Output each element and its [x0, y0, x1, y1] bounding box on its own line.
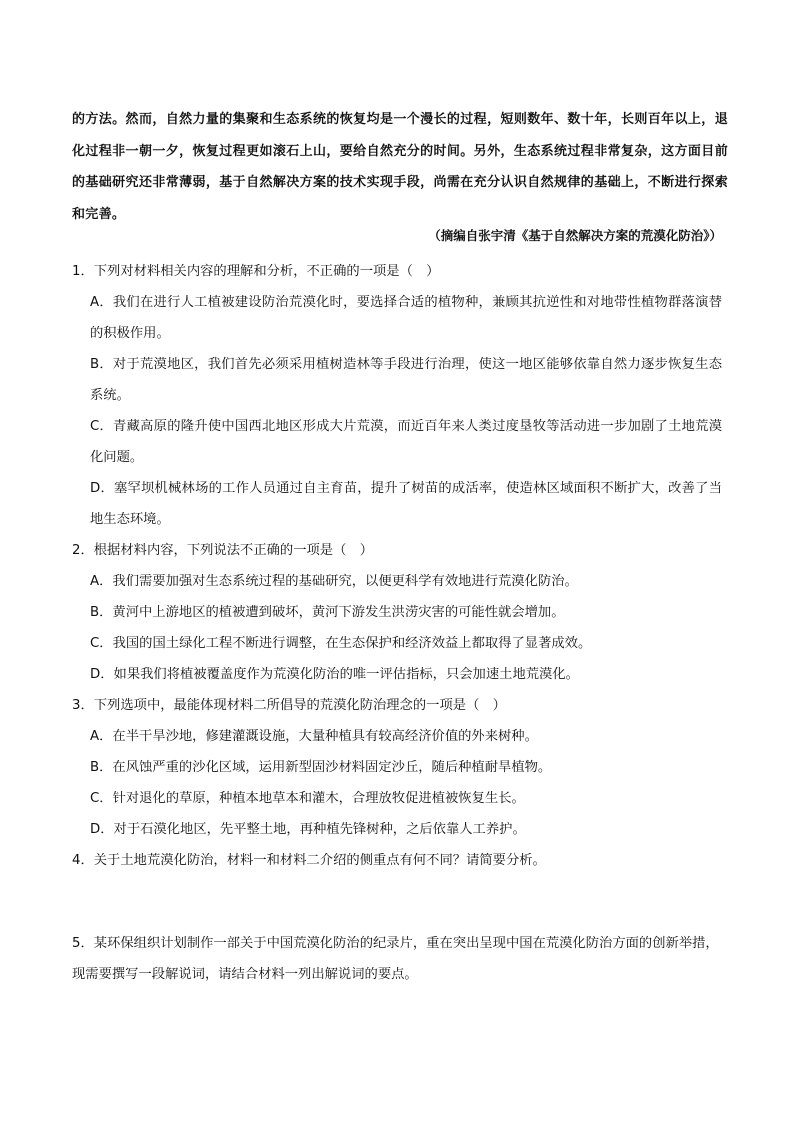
question-stem: 4．关于土地荒漠化防治，材料一和材料二介绍的侧重点有何不同？请简要分析。 — [72, 853, 546, 868]
question-1 — [72, 256, 722, 535]
option-b: B．黄河中上游地区的植被遭到破坏，黄河下游发生洪涝灾害的可能性就会增加。 — [90, 605, 565, 620]
option-d: D．塞罕坝机械林场的工作人员通过自主育苗，提升了树苗的成活率，使造林区域面积不断扩大，改善了当地生态环境。 — [90, 481, 722, 527]
question-2 — [72, 535, 722, 690]
question-stem: 1．下列对材料相关内容的理解和分析，不正确的一项是（ ） — [72, 264, 440, 279]
option-b: B．对于荒漠地区，我们首先必须采用植树造林等手段进行治理，使这一地区能够依靠自然力逐步恢复生态系统。 — [90, 357, 722, 403]
option-a: A．在半干旱沙地，修建灌溉设施，大量种植具有较高经济价值的外来树种。 — [90, 729, 538, 744]
question-list — [72, 256, 722, 990]
answer-space — [72, 876, 722, 928]
option-c: C．针对退化的草原，种植本地草本和灌木，合理放牧促进植被恢复生长。 — [90, 791, 525, 806]
option-c: C．青藏高原的隆升使中国西北地区形成大片荒漠，而近百年来人类过度垦牧等活动进一步加剧了土地荒漠化问题。 — [90, 419, 722, 465]
question-4 — [72, 845, 722, 876]
option-a: A．我们需要加强对生态系统过程的基础研究，以便更科学有效地进行荒漠化防治。 — [90, 574, 578, 589]
question-5 — [72, 928, 722, 990]
question-stem: 5．某环保组织计划制作一部关于中国荒漠化防治的纪录片，重在突出呈现中国在荒漠化防治方面的创新举措，现需要撰写一段解说词，请结合材料一列出解说词的要点。 — [72, 936, 719, 982]
option-c: C．我国的国土绿化工程不断进行调整，在生态保护和经济效益上都取得了显著成效。 — [90, 636, 592, 651]
passage-source-citation: （摘编自张宇清《基于自然解决方案的荒漠化防治》） — [428, 228, 722, 243]
question-stem: 3．下列选项中，最能体现材料二所倡导的荒漠化防治理念的一项是（ ） — [72, 698, 506, 713]
passage-paragraph: 的方法。然而，自然力量的集聚和生态系统的恢复均是一个漫长的过程，短则数年、数十年，长则百年以上，退化过程非一朝一夕，恢复过程更如滚石上山，要给自然充分的时间。另外，生态系统过程非常复杂，这方面目前的基础研究还非常薄弱，基于自然解决方案的技术实现手段，尚需在充分认识自然规律的基础上，不断进行探索和完善。 — [72, 112, 728, 222]
question-3 — [72, 690, 722, 845]
option-d: D．对于石漠化地区，先平整土地，再种植先锋树种，之后依靠人工养护。 — [90, 822, 526, 837]
option-a: A．我们在进行人工植被建设防治荒漠化时，要选择合适的植物种，兼顾其抗逆性和对地带性植物群落演替的积极作用。 — [90, 295, 722, 341]
question-stem: 2．根据材料内容，下列说法不正确的一项是（ ） — [72, 543, 373, 558]
option-b: B．在风蚀严重的沙化区域，运用新型固沙材料固定沙丘，随后种植耐旱植物。 — [90, 760, 552, 775]
option-d: D．如果我们将植被覆盖度作为荒漠化防治的唯一评估指标，只会加速土地荒漠化。 — [90, 667, 579, 682]
